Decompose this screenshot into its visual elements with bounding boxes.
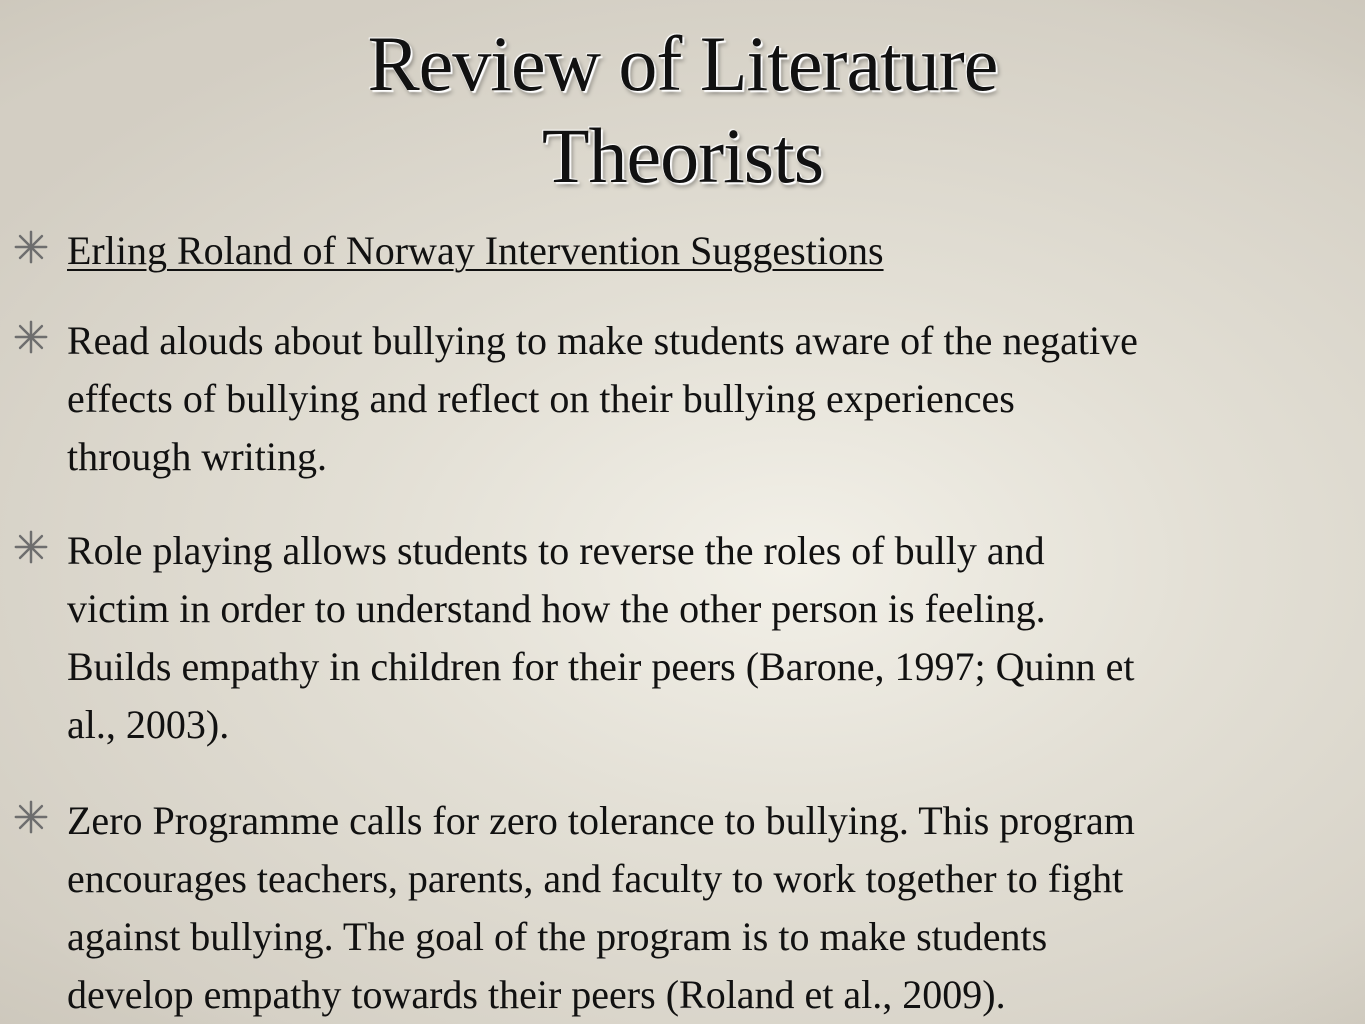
title-line-1: Review of Literature [367,20,998,107]
bullet-line: develop empathy towards their peers (Roland et al., 2009). [67,972,1006,1017]
asterisk-icon [12,228,50,266]
bullet-line: Builds empathy in children for their peers (Barone, 1997; Quinn et [67,644,1135,689]
asterisk-icon [12,318,50,356]
bullet-line: Read alouds about bullying to make students aware of the negative [67,318,1138,363]
slide-title [0,18,1365,202]
bullet-line: al., 2003). [67,702,230,747]
bullet-line: encourages teachers, parents, and faculty to work together to fight [67,856,1124,901]
bullet-line: Role playing allows students to reverse the roles of bully and [67,528,1045,573]
title-line-2: Theorists [541,112,824,199]
bullet-text [67,222,1365,280]
bullet-text [67,522,1365,754]
asterisk-icon [12,798,50,836]
bullet-line: effects of bullying and reflect on their bullying experiences [67,376,1015,421]
bullet-line: against bullying. The goal of the program is to make students [67,914,1048,959]
bullet-line: through writing. [67,434,327,479]
bullet-line: Erling Roland of Norway Intervention Suggestions [67,228,884,273]
bullet-line: victim in order to understand how the other person is feeling. [67,586,1046,631]
bullet-text [67,312,1365,486]
bullet-text [67,792,1365,1024]
asterisk-icon [12,528,50,566]
bullet-line: Zero Programme calls for zero tolerance to bullying. This program [67,798,1135,843]
